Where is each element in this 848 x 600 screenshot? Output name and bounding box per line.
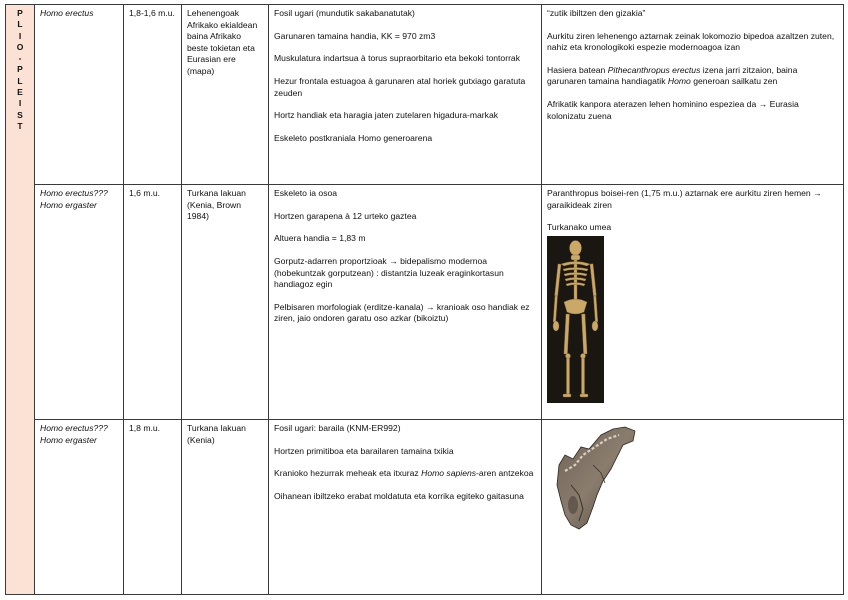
species-name: Homo erectus??? bbox=[40, 423, 108, 433]
features-cell bbox=[269, 420, 542, 595]
feature-text: Garunaren tamaina handia, KK = 970 zm3 bbox=[274, 30, 436, 41]
feature-text: Fosil ugari (mundutik sakabanatutak) bbox=[274, 8, 415, 18]
location-cell: Turkana lakuan (Kenia, Brown 1984) bbox=[182, 185, 269, 420]
table-row bbox=[6, 185, 844, 420]
feature-text: Hortzen garapena à 12 urteko gaztea bbox=[274, 210, 417, 221]
feature-text: Eskeleto ia osoa bbox=[274, 188, 338, 198]
age-cell: 1,6 m.u. bbox=[124, 185, 182, 420]
species-cell bbox=[35, 185, 124, 420]
feature-text: Hezur frontala estuagoa à garunaren atal horiek gutxiago garatuta zeuden bbox=[274, 76, 526, 98]
location-cell: Turkana lakuan (Kenia) bbox=[182, 420, 269, 595]
species-cell bbox=[35, 5, 124, 185]
feature-text: Gorputz-adarren proportzioak → bidepalismo modernoa (hobekuntzak gorputzean) : distantzia luzeak eraginkortasun handiagoz egin bbox=[274, 256, 504, 290]
species-cell bbox=[35, 420, 124, 595]
species-name: Homo ergaster bbox=[40, 199, 97, 210]
table-row bbox=[6, 5, 844, 185]
feature-text: Pelbisaren morfologiak (erditze-kanala) → kranioak oso handiak ez ziren, jaio ondoren garatu oso azkar (bikoiztu) bbox=[274, 301, 530, 324]
species-name: Homo ergaster bbox=[40, 434, 97, 445]
note-text: Paranthropus boisei-ren (1,75 m.u.) aztarnak ere aurkitu ziren hemen → garaikideak ziren bbox=[547, 188, 822, 210]
age-cell: 1,8 m.u. bbox=[124, 420, 182, 595]
location-cell: Lehenengoak Afrikako ekialdean baina Afrikako beste tokietan eta Eurasian ere (mapa) bbox=[182, 5, 269, 185]
notes-cell bbox=[542, 5, 844, 185]
feature-text: Oihanean ibiltzeko erabat moldatuta eta korrika egiteko gaitasuna bbox=[274, 491, 524, 502]
jaw-fossil-photo bbox=[553, 425, 653, 533]
feature-text: Altuera handia = 1,83 m bbox=[274, 233, 366, 244]
feature-text: Hortz handiak eta haragia jaten zutelaren higadura-markak bbox=[274, 110, 499, 121]
age-cell: 1,8-1,6 m.u. bbox=[124, 5, 182, 185]
table-row bbox=[6, 420, 844, 595]
feature-text: Muskulatura indartsua à torus supraorbitario eta bekoki tontorrak bbox=[274, 53, 521, 64]
species-name: Homo erectus??? bbox=[40, 188, 108, 198]
feature-text: Fosil ugari: baraila (KNM-ER992) bbox=[274, 423, 401, 433]
species-name: Homo erectus bbox=[40, 8, 94, 18]
era-column bbox=[6, 5, 35, 595]
photo-caption: Turkanako umea bbox=[547, 222, 612, 233]
note-text: Hasiera batean Pithecanthropus erectus izena jarri zitzaion, baina garunaren tamaina handiagatik Homo generoan sailkatu zen bbox=[547, 64, 798, 87]
feature-text: Kranioko hezurrak meheak eta itxuraz Homo sapiens-aren antzekoa bbox=[274, 468, 534, 479]
notes-cell bbox=[542, 420, 844, 595]
era-label: P L I O - P L E I S T bbox=[16, 8, 24, 131]
feature-text: Eskeleto postkraniala Homo generoarena bbox=[274, 132, 433, 143]
skeleton-photo bbox=[547, 236, 604, 403]
hominin-table bbox=[5, 4, 844, 595]
feature-text: Hortzen primitiboa eta barailaren tamaina txikia bbox=[274, 445, 454, 456]
features-cell bbox=[269, 5, 542, 185]
note-text: “zutik ibiltzen den gizakia” bbox=[547, 8, 646, 18]
features-cell bbox=[269, 185, 542, 420]
note-text: Aurkitu ziren lehenengo aztarnak zeinak lokomozio bipedoa azaltzen zuten, nahiz eta kronologikoki espezie modernoagoa izan bbox=[547, 30, 835, 53]
note-text: Afrikatik kanpora aterazen lehen hominino espeziea da → Eurasia kolonizatu zuena bbox=[547, 99, 799, 121]
notes-cell bbox=[542, 185, 844, 420]
